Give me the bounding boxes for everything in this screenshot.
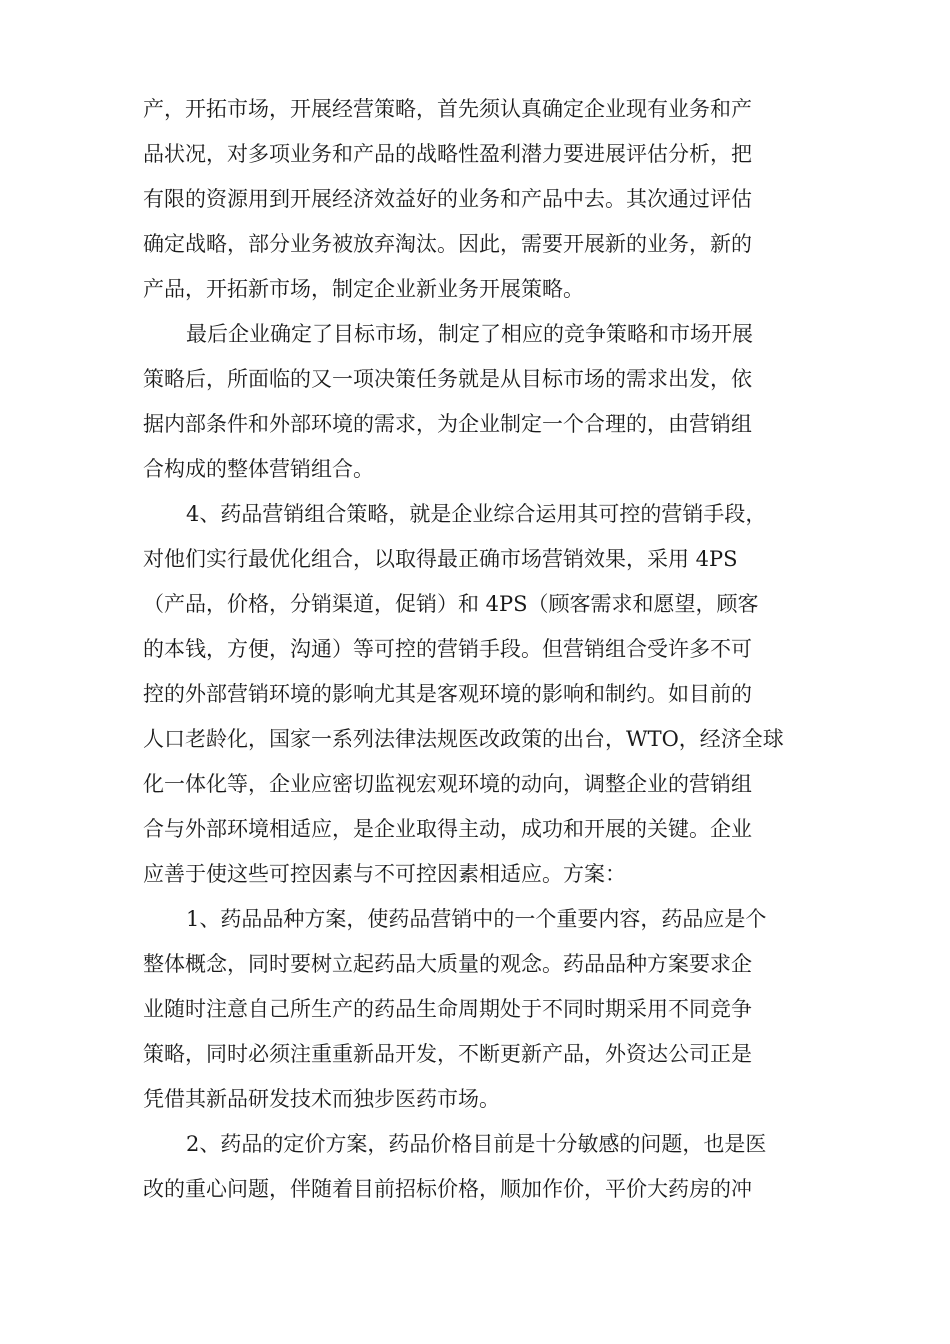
text-line: （产品，价格，分销渠道，促销）和 4PS（顾客需求和愿望，顾客: [143, 592, 759, 616]
text-line: 2、药品的定价方案，药品价格目前是十分敏感的问题，也是医: [186, 1132, 767, 1156]
text-line: 产，开拓市场，开展经营策略，首先须认真确定企业现有业务和产: [143, 97, 752, 121]
text-line: 产品，开拓新市场，制定企业新业务开展策略。: [143, 277, 584, 301]
text-line: 4、药品营销组合策略，就是企业综合运用其可控的营销手段，: [186, 502, 767, 526]
text-line: 凭借其新品研发技术而独步医药市场。: [143, 1087, 500, 1111]
text-line: 化一体化等，企业应密切监视宏观环境的动向，调整企业的营销组: [143, 772, 752, 796]
text-line: 据内部条件和外部环境的需求，为企业制定一个合理的，由营销组: [143, 412, 752, 436]
text-line: 整体概念，同时要树立起药品大质量的观念。药品品种方案要求企: [143, 952, 752, 976]
text-line: 改的重心问题，伴随着目前招标价格，顺加作价，平价大药房的冲: [143, 1177, 752, 1201]
text-line: 有限的资源用到开展经济效益好的业务和产品中去。其次通过评估: [143, 187, 752, 211]
text-line: 业随时注意自己所生产的药品生命周期处于不同时期采用不同竞争: [143, 997, 752, 1021]
text-line: 应善于使这些可控因素与不可控因素相适应。方案：: [143, 862, 626, 886]
text-line: 人口老龄化，国家一系列法律法规医改政策的出台，WTO，经济全球: [143, 727, 784, 751]
text-line: 控的外部营销环境的影响尤其是客观环境的影响和制约。如目前的: [143, 682, 752, 706]
text-line: 策略后，所面临的又一项决策任务就是从目标市场的需求出发，依: [143, 367, 752, 391]
text-line: 品状况，对多项业务和产品的战略性盈利潜力要进展评估分析，把: [143, 142, 752, 166]
text-line: 最后企业确定了目标市场，制定了相应的竞争策略和市场开展: [186, 322, 753, 346]
text-line: 的本钱，方便，沟通）等可控的营销手段。但营销组合受许多不可: [143, 637, 752, 661]
text-line: 合构成的整体营销组合。: [143, 457, 374, 481]
text-line: 合与外部环境相适应，是企业取得主动，成功和开展的关键。企业: [143, 817, 752, 841]
text-line: 策略，同时必须注重重新品开发，不断更新产品，外资达公司正是: [143, 1042, 752, 1066]
text-line: 对他们实行最优化组合，以取得最正确市场营销效果，采用 4PS: [143, 547, 738, 571]
text-line: 1、药品品种方案，使药品营销中的一个重要内容，药品应是个: [186, 907, 767, 931]
text-line: 确定战略，部分业务被放弃淘汰。因此，需要开展新的业务，新的: [143, 232, 752, 256]
